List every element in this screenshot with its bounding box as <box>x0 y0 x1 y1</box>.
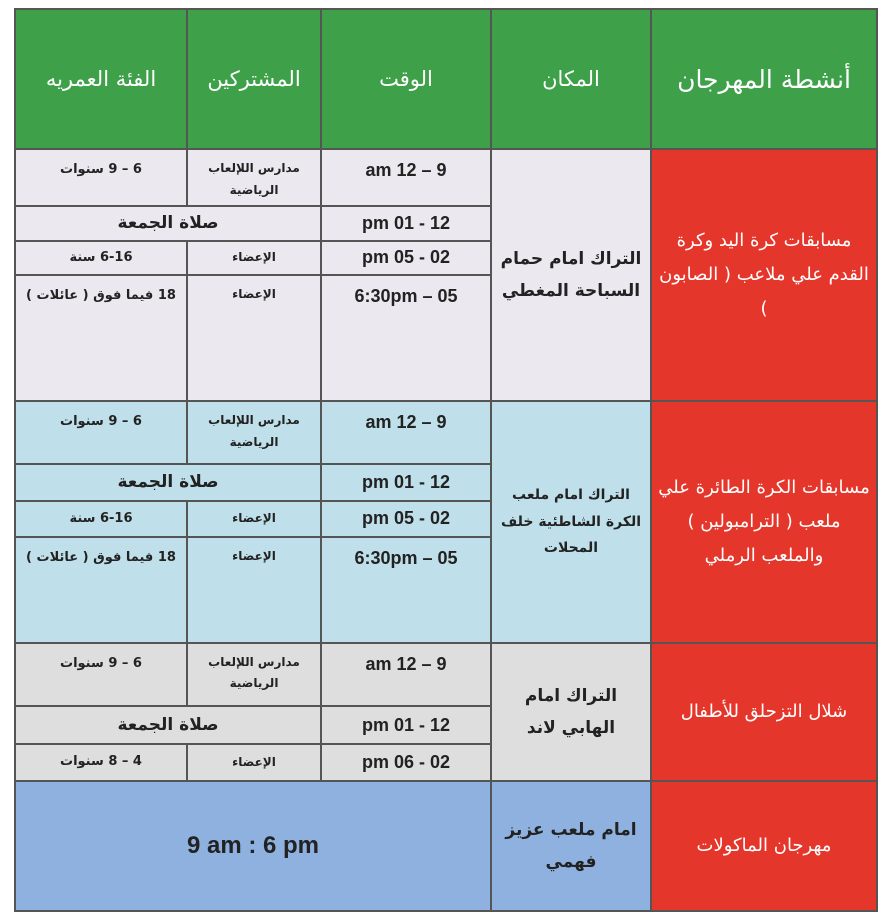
prayer-cell: صلاة الجمعة <box>15 206 321 241</box>
age-cell: 6 – 9 سنوات <box>15 401 187 464</box>
header-age: الفئة العمريه <box>15 9 187 149</box>
table-row <box>15 149 877 206</box>
age-cell: 6-16 سنة <box>15 501 187 538</box>
festival-schedule-table <box>14 8 878 912</box>
header-time: الوقت <box>321 9 491 149</box>
header-participants: المشتركين <box>187 9 321 149</box>
age-cell: 18 فيما فوق ( عائلات ) <box>15 537 187 643</box>
participants-cell: الإعضاء <box>187 275 321 401</box>
table-row <box>15 781 877 911</box>
time-cell: 12 - 01 pm <box>321 206 491 241</box>
age-cell: 18 فيما فوق ( عائلات ) <box>15 275 187 401</box>
time-cell: 05 – 6:30pm <box>321 537 491 643</box>
table-row <box>15 401 877 464</box>
time-cell: 9 am : 6 pm <box>15 781 491 911</box>
participants-cell: مدارس اللإلعاب الرياضية <box>187 643 321 706</box>
age-cell: 6 – 9 سنوات <box>15 149 187 206</box>
time-cell: 12 - 01 pm <box>321 706 491 745</box>
participants-cell: الإعضاء <box>187 744 321 781</box>
activity-cell: مهرجان الماكولات <box>651 781 877 911</box>
age-cell: 6-16 سنة <box>15 241 187 276</box>
time-cell: 02 - 05 pm <box>321 501 491 538</box>
prayer-cell: صلاة الجمعة <box>15 706 321 745</box>
age-cell: 4 – 8 سنوات <box>15 744 187 781</box>
time-cell: 02 - 05 pm <box>321 241 491 276</box>
age-cell: 6 – 9 سنوات <box>15 643 187 706</box>
participants-cell: الإعضاء <box>187 501 321 538</box>
header-row <box>15 9 877 149</box>
time-cell: 9 – 12 am <box>321 149 491 206</box>
time-cell: 05 – 6:30pm <box>321 275 491 401</box>
time-cell: 12 - 01 pm <box>321 464 491 501</box>
participants-cell: الإعضاء <box>187 241 321 276</box>
participants-cell: مدارس اللإلعاب الرياضية <box>187 149 321 206</box>
place-cell: التراك امام حمام السباحة المغطي <box>491 149 651 401</box>
time-cell: 9 – 12 am <box>321 401 491 464</box>
place-cell: التراك امام الهابي لاند <box>491 643 651 781</box>
participants-cell: الإعضاء <box>187 537 321 643</box>
activity-cell: شلال التزحلق للأطفال <box>651 643 877 781</box>
time-cell: 9 – 12 am <box>321 643 491 706</box>
activity-cell: مسابقات الكرة الطائرة علي ملعب ( الترامبولين ) والملعب الرملي <box>651 401 877 643</box>
table-row <box>15 643 877 706</box>
header-activities: أنشطة المهرجان <box>651 9 877 149</box>
activity-cell: مسابقات كرة اليد وكرة القدم علي ملاعب ( الصابون ) <box>651 149 877 401</box>
header-place: المكان <box>491 9 651 149</box>
place-cell: امام ملعب عزيز فهمي <box>491 781 651 911</box>
place-cell: التراك امام ملعب الكرة الشاطئية خلف المحلات <box>491 401 651 643</box>
time-cell: 02 - 06 pm <box>321 744 491 781</box>
prayer-cell: صلاة الجمعة <box>15 464 321 501</box>
participants-cell: مدارس اللإلعاب الرياضية <box>187 401 321 464</box>
